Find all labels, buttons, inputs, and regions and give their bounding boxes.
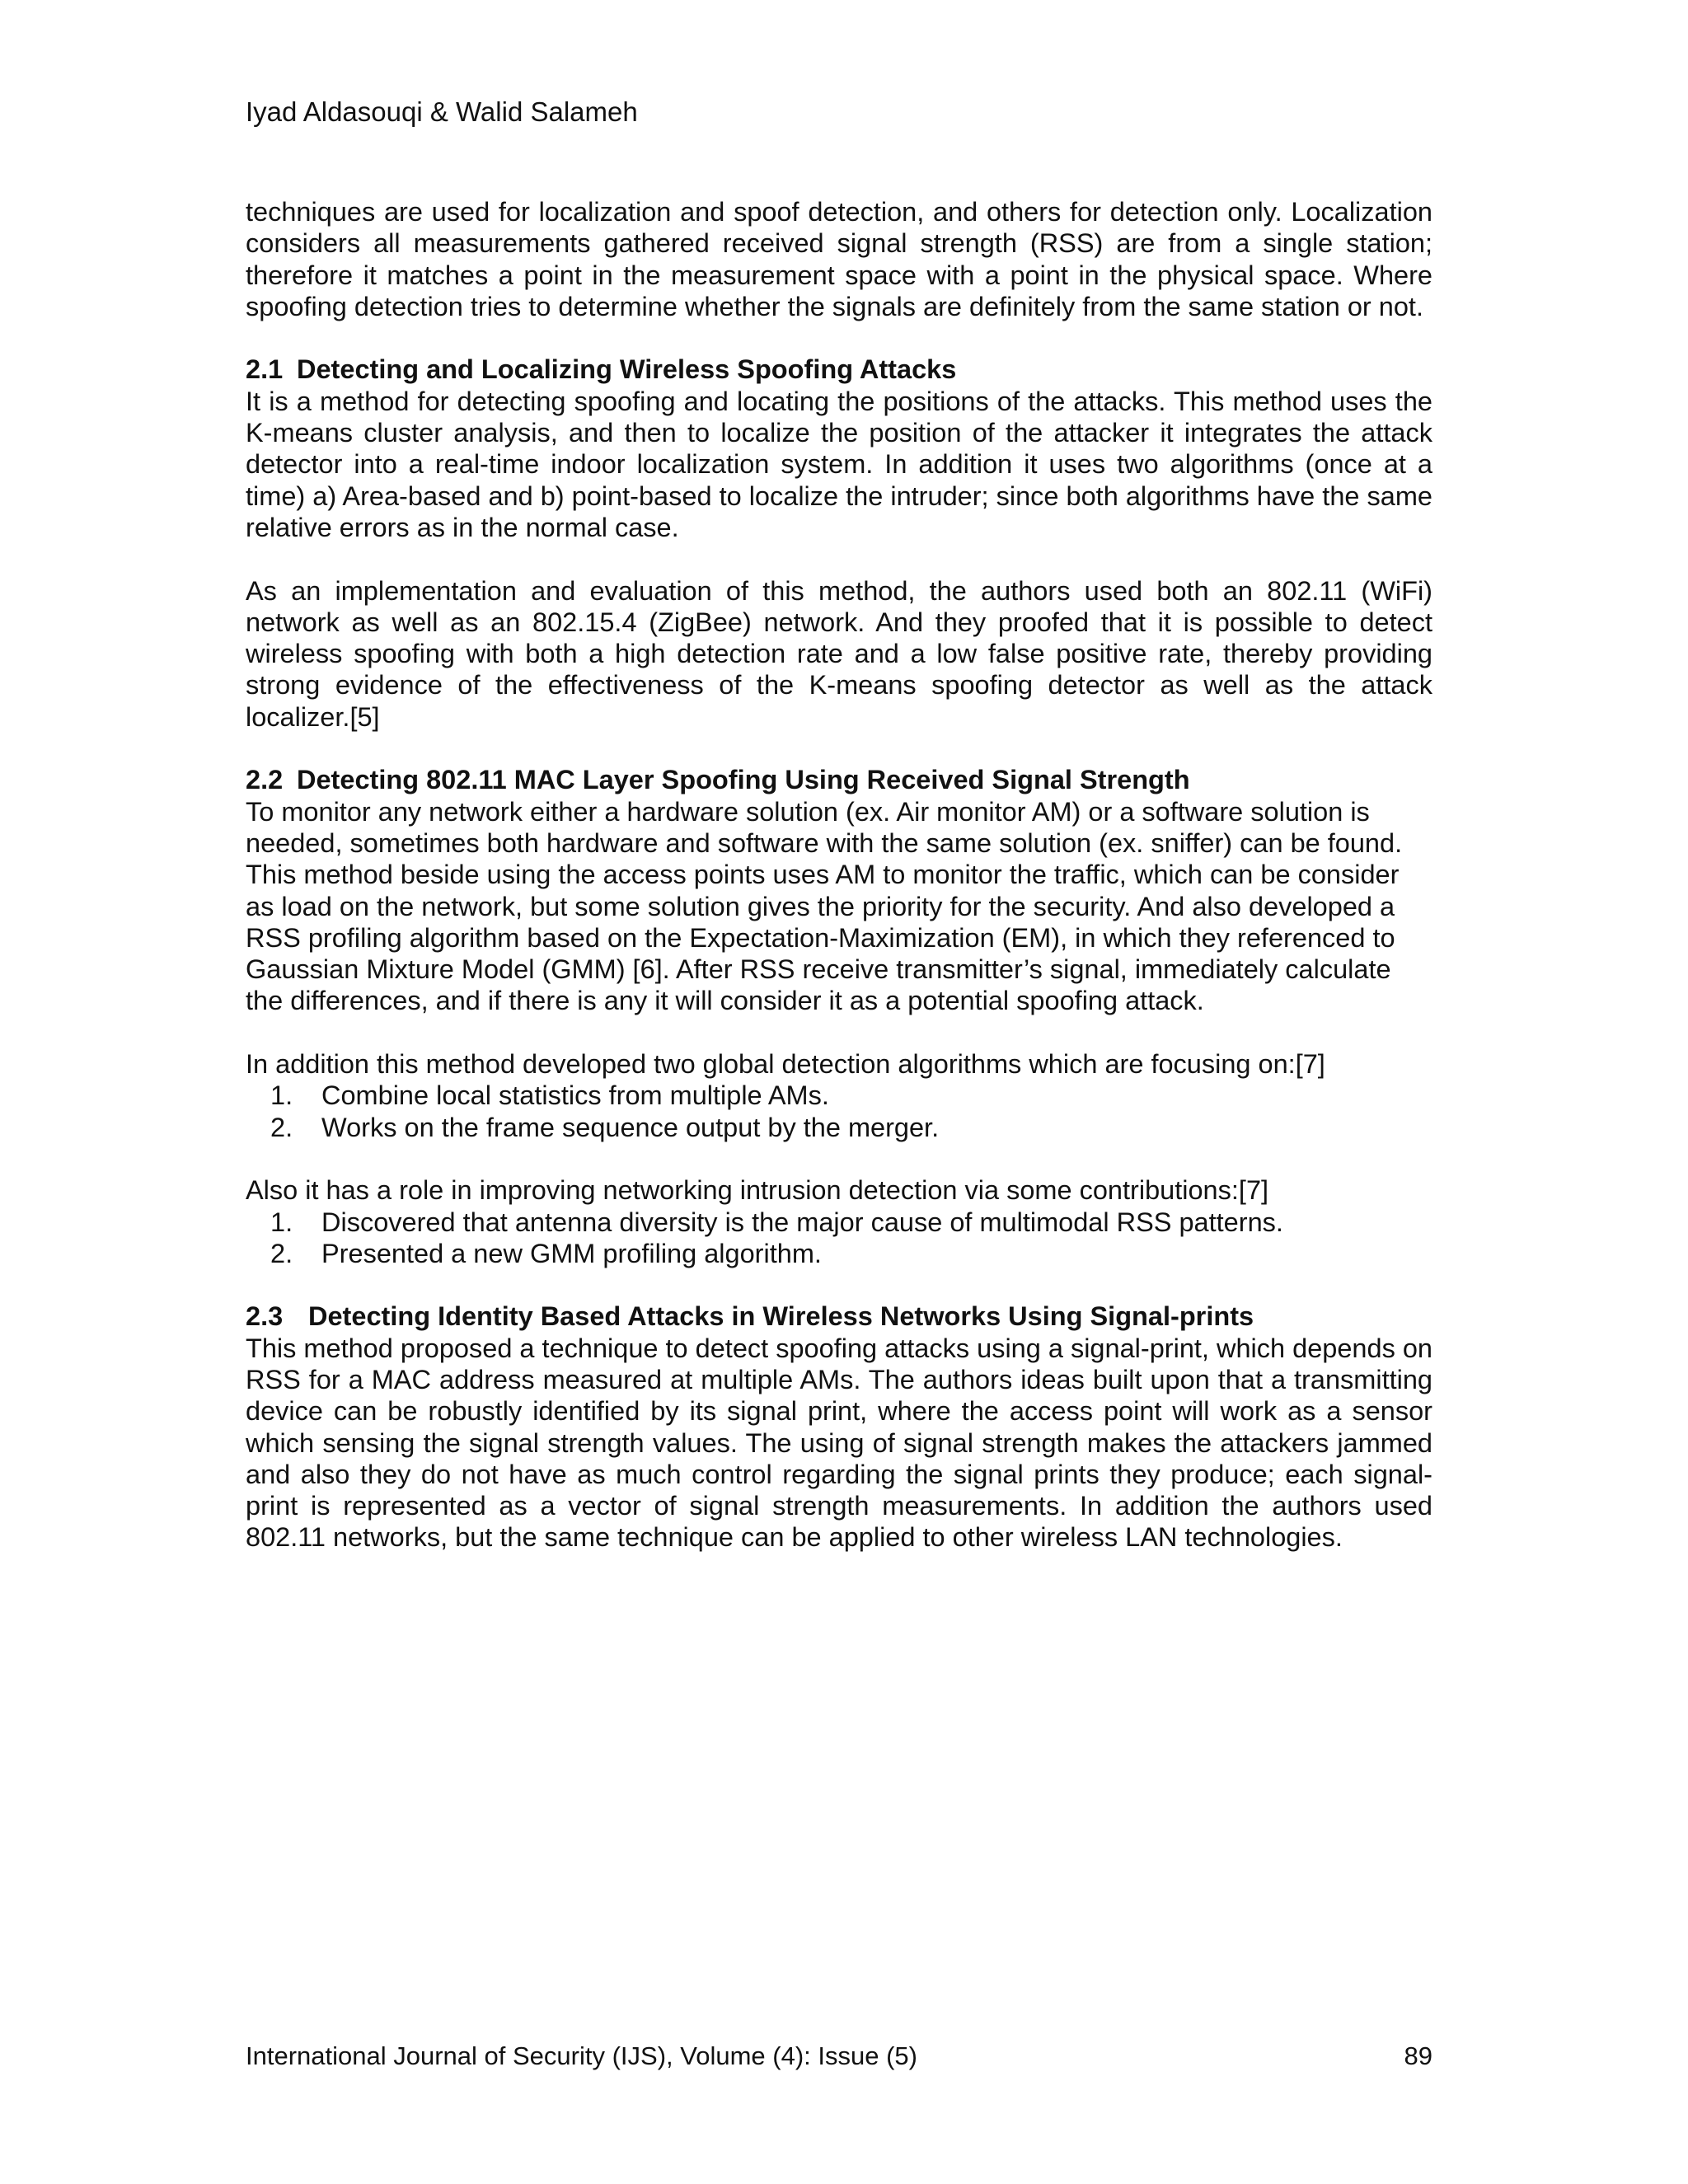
spacer (246, 1269, 1432, 1301)
section-number: 2.3 (246, 1301, 284, 1332)
spacer (246, 1143, 1432, 1174)
spacer (246, 322, 1432, 354)
body-text (246, 196, 1432, 1554)
intro-paragraph: techniques are used for localization and spoof detection, and others for detection only. Localization considers all measurements gathered received signal strength (RSS) are from a single station; therefore it matches a point in the measurement space with a point in the physical space. Where spoofing detection tries to determine whether the signals are definitely from the same station or not. (246, 197, 1432, 321)
section-2-1-paragraph-2: As an implementation and evaluation of this method, the authors used both an 802.11 (WiFi) network as well as an 802.15.4 (ZigBee) network. And they proofed that it is possible to detect wireless spoofing with both a high detection rate and a low false positive rate, thereby providing strong evidence of the effectiveness of the K-means spoofing detector as well as the attack localizer.[5] (246, 575, 1432, 732)
section-2-2-list-1-intro: In addition this method developed two global detection algorithms which are focusing on:[7] (246, 1049, 1325, 1080)
section-2-2-list-1 (246, 1080, 1432, 1143)
footer-journal: International Journal of Security (IJS), Volume (4): Issue (5) (246, 2041, 917, 2070)
list-marker: 1. (270, 1080, 293, 1111)
section-2-2-list-2 (246, 1207, 1432, 1270)
list-item (246, 1112, 1432, 1143)
section-number: 2.2 (246, 765, 284, 795)
spacer (246, 543, 1432, 574)
list-item (246, 1207, 1432, 1238)
list-item-text: Works on the frame sequence output by the merger. (321, 1112, 940, 1142)
section-2-1-paragraph-1: It is a method for detecting spoofing and locating the positions of the attacks. This method uses the K-means cluster analysis, and then to localize the position of the attacker it integrates the attack detector into a real-time indoor localization system. In addition it uses two algorithms (once at a time) a) Area-based and b) point-based to localize the intruder; since both algorithms have the same relative errors as in the normal case. (246, 386, 1432, 542)
section-2-2-list-2-intro: Also it has a role in improving networking intrusion detection via some contributions:[7] (246, 1175, 1269, 1206)
section-2-2-heading (246, 764, 1432, 795)
section-title: Detecting and Localizing Wireless Spoofing Attacks (297, 354, 957, 385)
list-item-text: Discovered that antenna diversity is the major cause of multimodal RSS patterns. (321, 1207, 1283, 1237)
section-number: 2.1 (246, 354, 284, 385)
section-2-3-paragraph-1: This method proposed a technique to detect spoofing attacks using a signal-print, which depends on RSS for a MAC address measured at multiple AMs. The authors ideas built upon that a transmitting device can be robustly identified by its signal print, where the access point will work as a sensor which sensing the signal strength values. The using of signal strength makes the attackers jammed and also they do not have as much control regarding the signal prints they produce; each signal-print is represented as a vector of signal strength measurements. In addition the authors used 802.11 networks, but the same technique can be applied to other wireless LAN technologies. (246, 1333, 1432, 1553)
list-marker: 1. (270, 1207, 293, 1237)
section-title: Detecting Identity Based Attacks in Wireless Networks Using Signal-prints (308, 1301, 1254, 1332)
running-head-authors: Iyad Aldasouqi & Walid Salameh (246, 96, 638, 127)
section-title: Detecting 802.11 MAC Layer Spoofing Using Received Signal Strength (297, 765, 1190, 795)
footer-page-number: 89 (1404, 2041, 1432, 2070)
section-2-3-heading (246, 1301, 1432, 1332)
list-marker: 2. (270, 1112, 293, 1142)
list-item (246, 1238, 1432, 1269)
list-item-text: Combine local statistics from multiple AMs. (321, 1080, 829, 1111)
spacer (246, 733, 1432, 764)
section-2-1-heading (246, 354, 1432, 385)
list-marker: 2. (270, 1238, 293, 1268)
list-item (246, 1080, 1432, 1111)
spacer (246, 1017, 1432, 1048)
section-2-2-paragraph-1: To monitor any network either a hardware solution (ex. Air monitor AM) or a software solution is needed, sometimes both hardware and software with the same solution (ex. sniffer) can be found. This method beside using the access points uses AM to monitor the traffic, which can be consider as load on the network, but some solution gives the priority for the security. And also developed a RSS profiling algorithm based on the Expectation-Maximization (EM), in which they referenced to Gaussian Mixture Model (GMM) [6]. After RSS receive transmitter’s signal, immediately calculate the differences, and if there is any it will consider it as a potential spoofing attack. (246, 796, 1403, 1016)
list-item-text: Presented a new GMM profiling algorithm. (321, 1238, 822, 1268)
